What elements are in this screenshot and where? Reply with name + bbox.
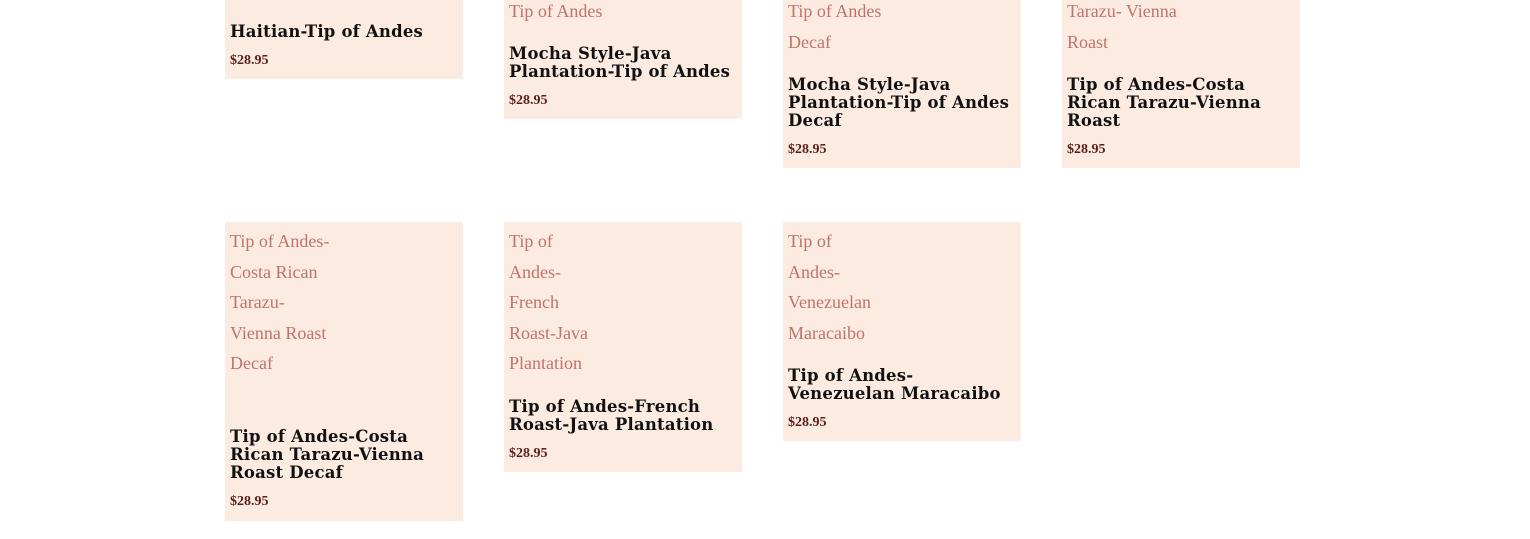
product-price: $28.95 [230,494,269,509]
product-card[interactable] [504,0,742,119]
product-title[interactable]: Tip of Andes-Venezuelan Maracaibo [788,366,1001,403]
product-card[interactable] [783,222,1021,441]
product-image[interactable]: Tip of Andes- Venezuelan Maracaibo [788,231,871,343]
product-price: $28.95 [1067,142,1106,157]
product-image[interactable]: Tip of Andes- French Roast-Java Plantation [509,231,588,373]
product-price: $28.95 [788,415,827,430]
product-card[interactable] [783,0,1021,168]
product-title[interactable]: Tip of Andes-Costa Rican Tarazu-Vienna Roast [1067,75,1262,130]
product-image[interactable]: Tarazu- Vienna Roast [1067,1,1177,52]
product-image[interactable]: Tip of Andes Decaf [788,1,882,52]
product-image[interactable]: Tip of Andes [509,1,603,21]
product-card[interactable] [225,0,463,79]
product-card[interactable] [504,222,742,472]
product-card[interactable] [1062,0,1300,168]
product-title[interactable]: Mocha Style-Java Plantation-Tip of Andes [509,44,731,81]
product-title[interactable]: Tip of Andes-Costa Rican Tarazu-Vienna Roast Decaf [230,427,425,482]
product-price: $28.95 [509,446,548,461]
product-price: $28.95 [788,142,827,157]
product-price: $28.95 [230,53,269,68]
product-title[interactable]: Mocha Style-Java Plantation-Tip of Andes Decaf [788,75,1010,130]
product-image[interactable]: Tip of Andes-Costa Rican Tarazu- Vienna Roast Decaf [230,231,330,373]
product-price: $28.95 [509,93,548,108]
product-title[interactable]: Haitian-Tip of Andes [230,22,424,41]
product-card[interactable] [225,222,463,521]
product-title[interactable]: Tip of Andes-French Roast-Java Plantation [509,397,714,434]
